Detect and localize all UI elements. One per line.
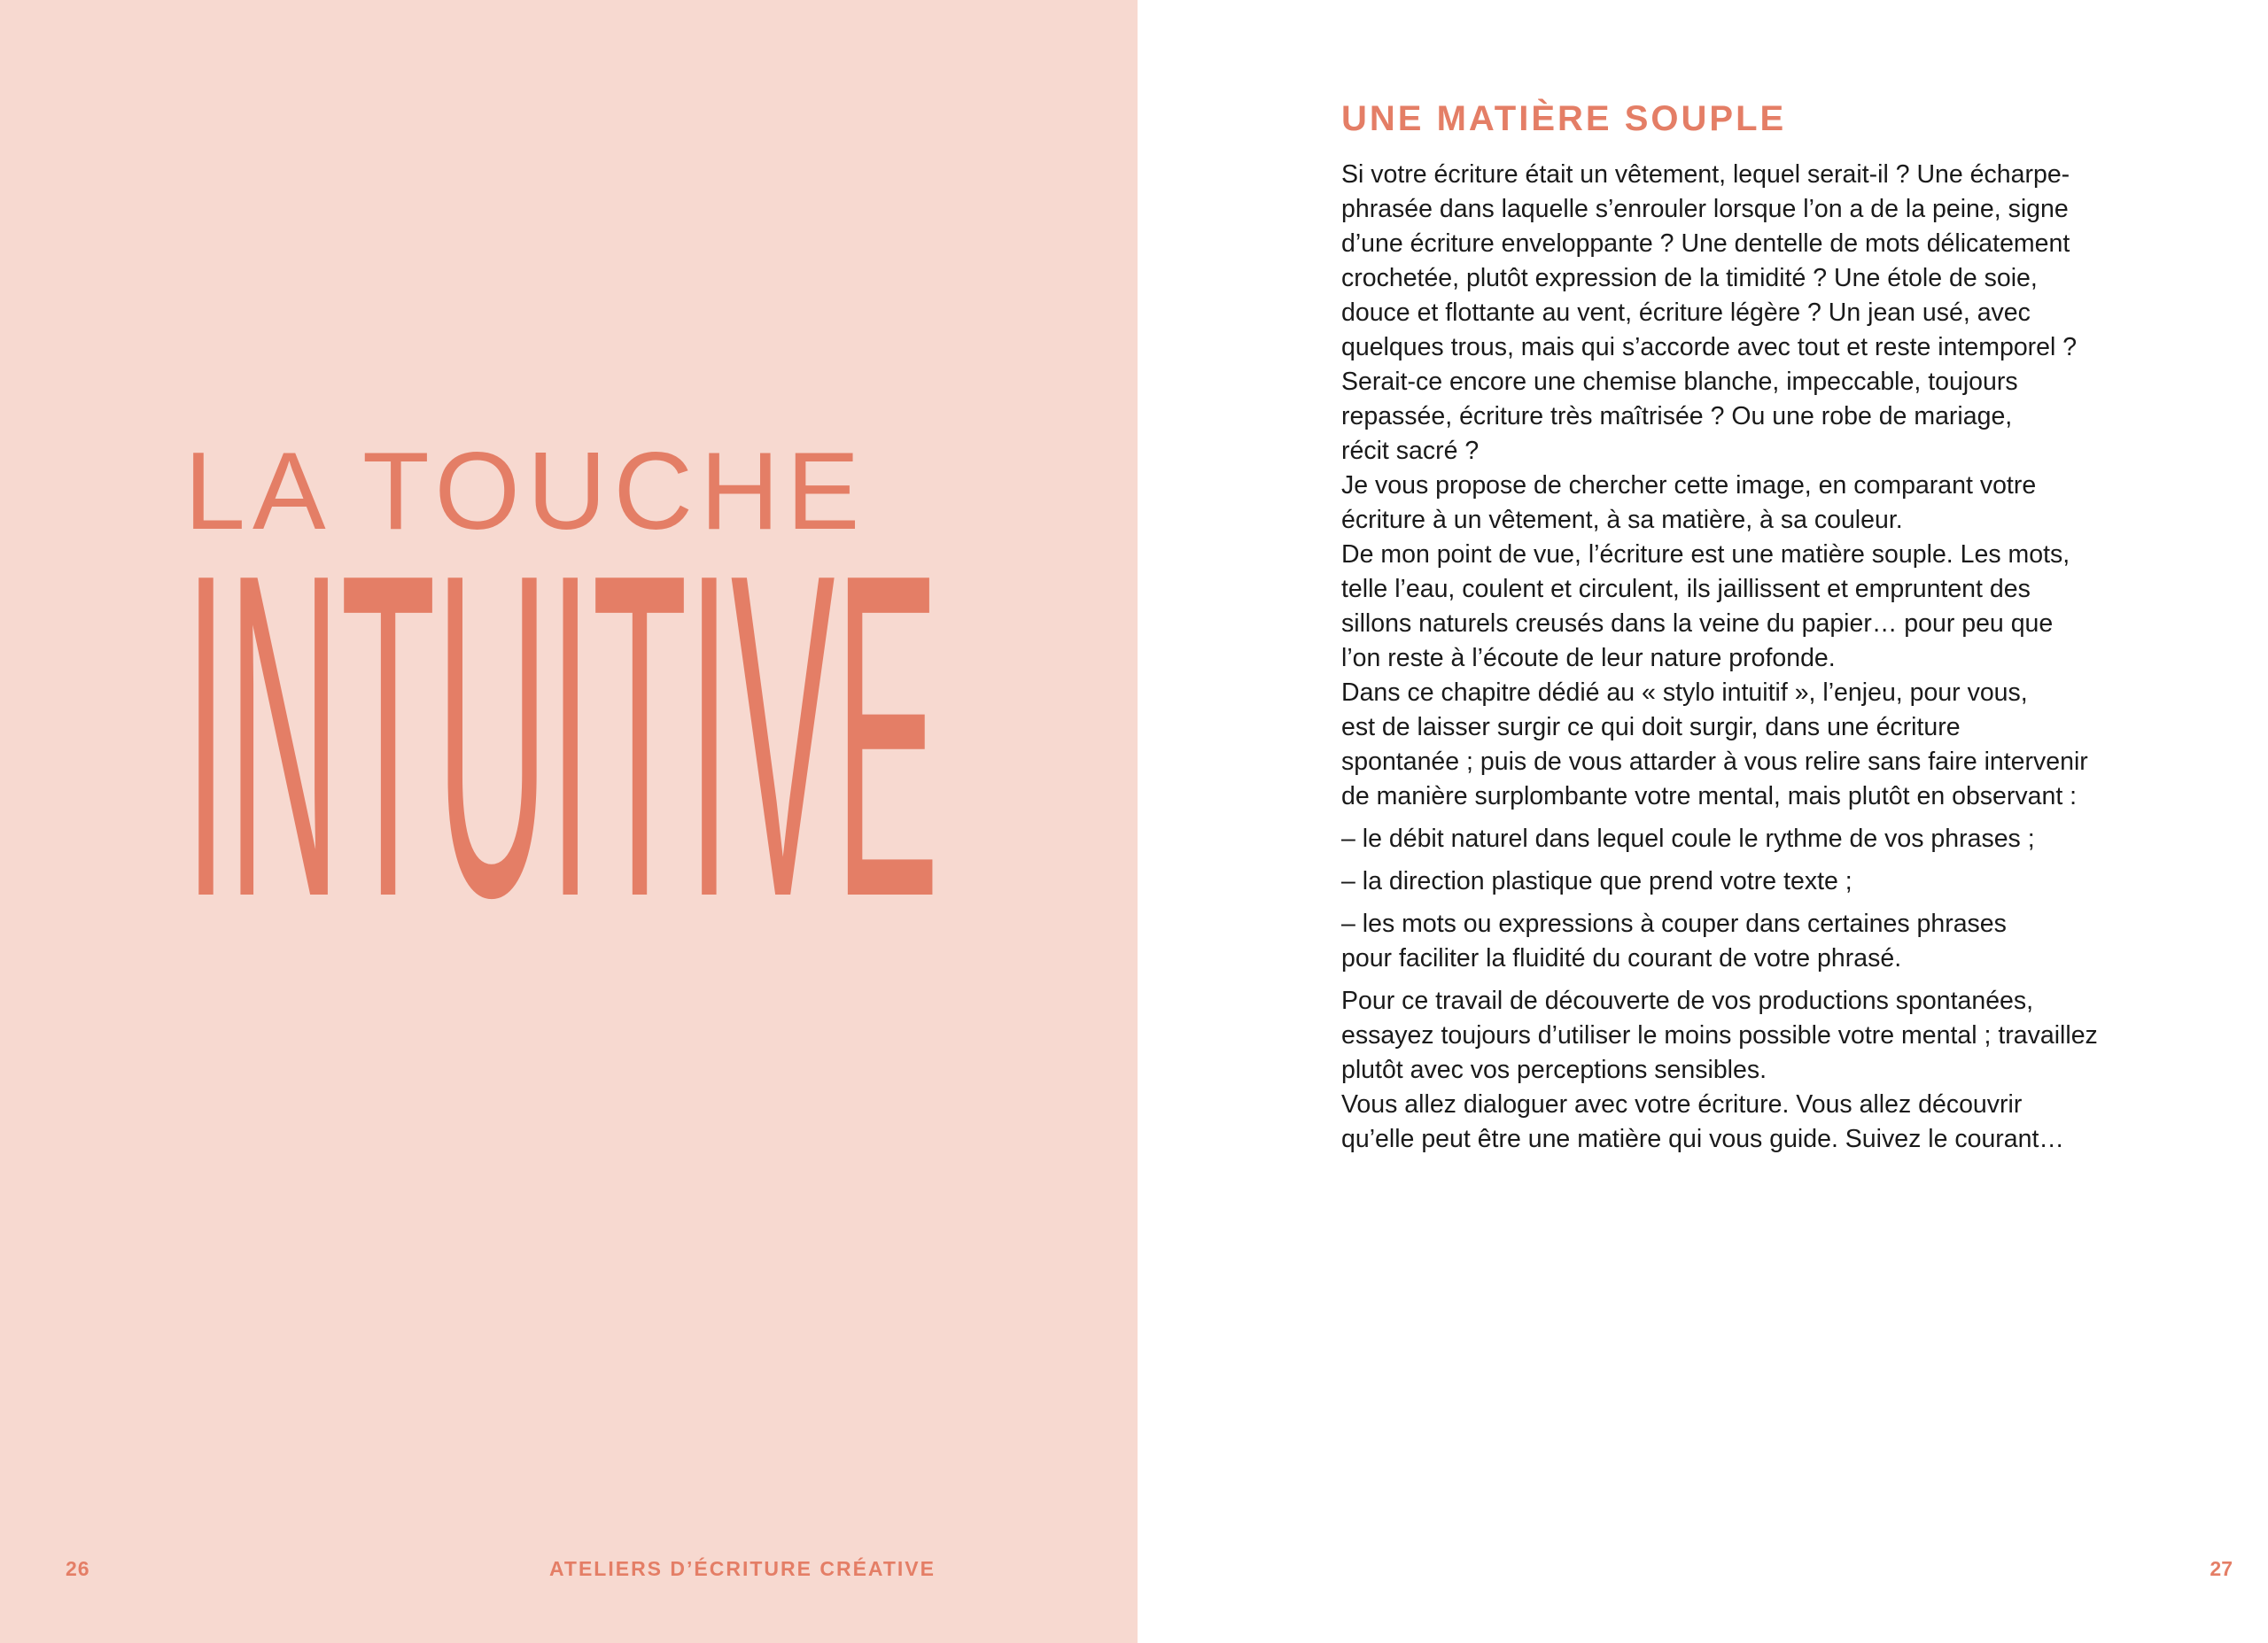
body-text-line: Serait-ce encore une chemise blanche, impeccable, toujours — [1341, 368, 2018, 396]
body-text-line: Pour ce travail de découverte de vos productions spontanées, — [1341, 987, 2034, 1015]
body-text-line: l’on reste à l’écoute de leur nature profonde. — [1341, 644, 1836, 672]
body-text-line: sillons naturels creusés dans la veine du papier… pour peu que — [1341, 609, 2054, 638]
body-text-line: qu’elle peut être une matière qui vous guide. Suivez le courant… — [1341, 1125, 2064, 1153]
section-heading: UNE MATIÈRE SOUPLE — [1341, 99, 1787, 138]
body-text-line: crochetée, plutôt expression de la timidité ? Une étole de soie, — [1341, 264, 2038, 292]
body-text-line: Dans ce chapitre dédié au « stylo intuitif », l’enjeu, pour vous, — [1341, 678, 2028, 707]
body-text-line: de manière surplombante votre mental, mais plutôt en observant : — [1341, 782, 2078, 810]
body-text-line: phrasée dans laquelle s’enrouler lorsque l’on a de la peine, signe — [1341, 195, 2069, 223]
body-text-line: essayez toujours d’utiliser le moins possible votre mental ; travaillez — [1341, 1021, 2098, 1050]
body-text-line: – le débit naturel dans lequel coule le rythme de vos phrases ; — [1341, 825, 2035, 853]
body-text-line: De mon point de vue, l’écriture est une matière souple. Les mots, — [1341, 540, 2070, 569]
paragraph-gap — [1341, 814, 2192, 822]
body-text-line: écriture à un vêtement, à sa matière, à sa couleur. — [1341, 506, 1903, 534]
body-text-line: est de laisser surgir ce qui doit surgir, dans une écriture — [1341, 713, 1961, 741]
paragraph-gap — [1341, 976, 2192, 984]
body-text-line: quelques trous, mais qui s’accorde avec tout et reste intemporel ? — [1341, 333, 2078, 361]
chapter-title-line2 — [184, 547, 939, 902]
right-page-number: 27 — [2210, 1557, 2233, 1580]
body-text-line: spontanée ; puis de vous attarder à vous relire sans faire intervenir — [1341, 748, 2088, 776]
running-header: ATELIERS D’ÉCRITURE CRÉATIVE — [549, 1557, 936, 1580]
body-text-line: Je vous propose de chercher cette image, en comparant votre — [1341, 471, 2037, 500]
paragraph-gap — [1341, 899, 2192, 907]
chapter-title-line1: LA TOUCHE — [184, 430, 867, 553]
body-text-line: repassée, écriture très maîtrisée ? Ou une robe de mariage, — [1341, 402, 2013, 430]
right-page — [1138, 0, 2268, 1643]
body-text — [1341, 158, 2192, 1157]
body-text-line: récit sacré ? — [1341, 437, 1480, 465]
body-text-line: douce et flottante au vent, écriture légère ? Un jean usé, avec — [1341, 298, 2031, 327]
body-text-line: telle l’eau, coulent et circulent, ils jaillissent et empruntent des — [1341, 575, 2031, 603]
chapter-title-line2-text: INTUITIVE — [184, 547, 939, 902]
chapter-title-line2-svg — [184, 547, 939, 902]
body-text-line: d’une écriture enveloppante ? Une dentelle de mots délicatement — [1341, 229, 2070, 258]
body-text-line: – la direction plastique que prend votre texte ; — [1341, 867, 1852, 895]
body-text-line: – les mots ou expressions à couper dans certaines phrases — [1341, 910, 2007, 938]
body-text-line: Vous allez dialoguer avec votre écriture. Vous allez découvrir — [1341, 1090, 2023, 1119]
body-text-line: pour faciliter la fluidité du courant de votre phrasé. — [1341, 944, 1902, 973]
body-text-line: Si votre écriture était un vêtement, lequel serait-il ? Une écharpe- — [1341, 160, 2070, 189]
left-page-number: 26 — [66, 1557, 90, 1580]
body-text-line: plutôt avec vos perceptions sensibles. — [1341, 1056, 1767, 1084]
paragraph-gap — [1341, 856, 2192, 864]
